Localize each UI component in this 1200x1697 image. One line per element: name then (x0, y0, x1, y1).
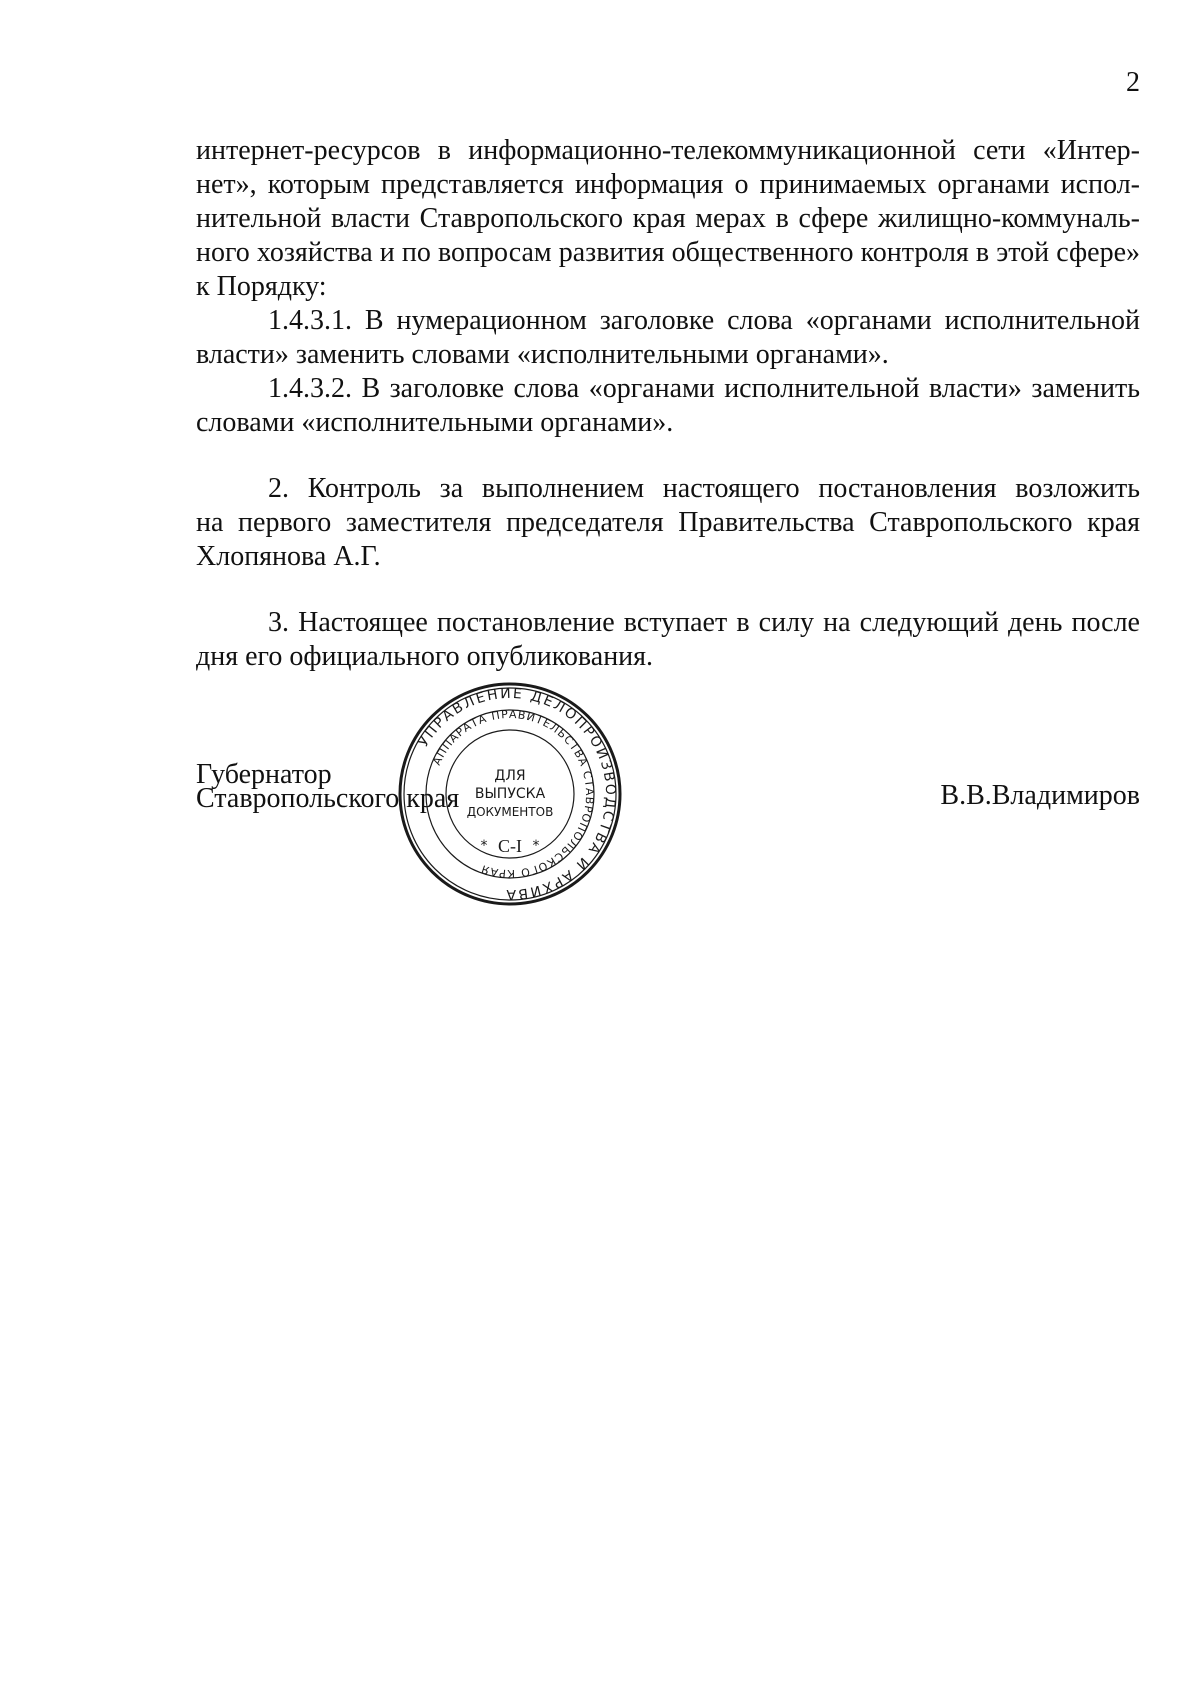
body-line: власти» заменить словами «исполнительными органами». (196, 339, 889, 370)
body-line: нительной власти Ставропольского края мерах в сфере жилищно-коммуналь- (196, 203, 1140, 234)
stamp-star-left: * (480, 838, 488, 854)
body-line: 3. Настоящее постановление вступает в силу на следующий день после (268, 607, 1140, 638)
body-line: на первого заместителя председателя Правительства Ставропольского края (196, 507, 1140, 538)
body-line: ного хозяйства и по вопросам развития общественного контроля в этой сфере» (196, 237, 1140, 268)
stamp-center-line3: ДОКУМЕНТОВ (466, 805, 554, 819)
body-line: 1.4.3.1. В нумерационном заголовке слова «органами исполнительной (268, 305, 1140, 336)
stamp-center-line2: ВЫПУСКА (474, 786, 546, 802)
signatory-name: В.В.Владимиров (940, 780, 1140, 811)
body-line: словами «исполнительными органами». (196, 407, 674, 438)
stamp-outer-text: УПРАВЛЕНИЕ ДЕЛОПРОИЗВОДСТВА И АРХИВА (415, 685, 619, 903)
signature-title-line1: Губернатор (196, 759, 332, 790)
body-line: 1.4.3.2. В заголовке слова «органами исполнительной власти» заменить (268, 373, 1140, 404)
stamp-star-right: * (532, 838, 540, 854)
stamp-code: С-I (498, 836, 522, 856)
body-line: нет», которым представляется информация о принимаемых органами испол- (196, 169, 1140, 200)
body-line: к Порядку: (196, 271, 327, 302)
page-number: 2 (1126, 67, 1140, 98)
stamp-center-line1: ДЛЯ (494, 768, 526, 784)
body-line: дня его официального опубликования. (196, 641, 654, 672)
stamp-inner-text: АППАРАТА ПРАВИТЕЛЬСТВА СТАВРОПОЛЬСКОГО КРАЯ (430, 707, 597, 881)
official-stamp (396, 680, 624, 908)
signature-title-line2: Ставропольского края (196, 783, 460, 814)
body-line: Хлопянова А.Г. (196, 541, 381, 572)
body-line: интернет-ресурсов в информационно-телекоммуникационной сети «Интер- (196, 135, 1140, 166)
body-line: 2. Контроль за выполнением настоящего постановления возложить (268, 473, 1140, 504)
